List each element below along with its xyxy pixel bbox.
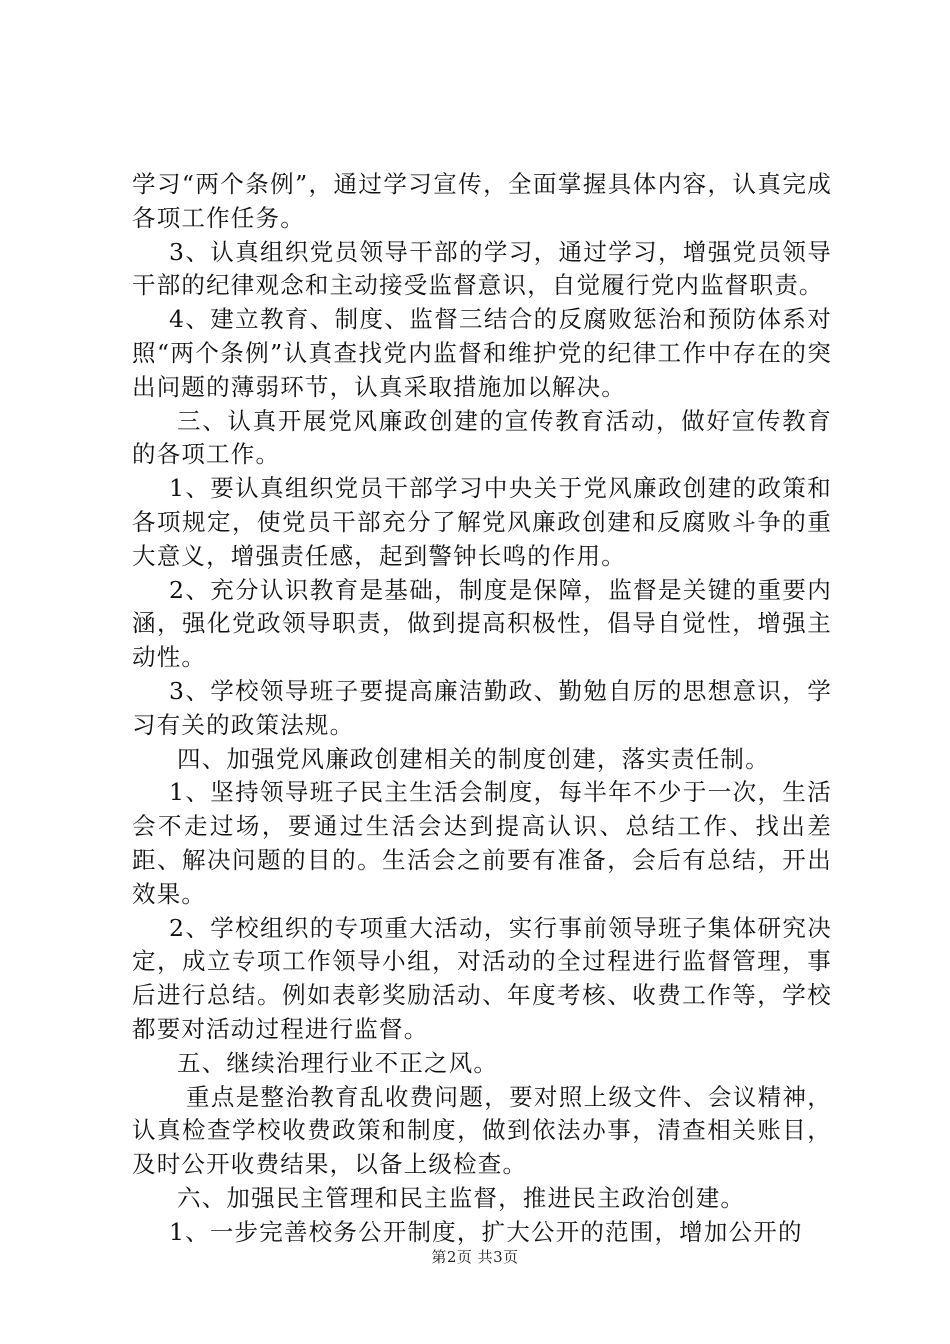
section-heading-5: 五、继续治理行业不正之风。 <box>177 1048 499 1077</box>
paragraph-item-4: 4、建立教育、制度、监督三结合的反腐败惩治和预防体系对照“两个条例”认真查找党内监督和维护党的纪律工作中存在的突出问题的薄弱环节，认真采取措施加以解决。 <box>132 305 832 401</box>
paragraph-focus: 重点是整治教育乱收费问题，要对照上级文件、会议精神，认真检查学校收费政策和制度，做到依法办事，清查相关账目，及时公开收费结果，以备上级检查。 <box>132 1082 832 1179</box>
paragraph-item-3b: 3、学校领导班子要提高廉洁勤政、勤勉自厉的思想意识，学习有关的政策法规。 <box>132 676 832 739</box>
paragraph-item-1c: 1、一步完善校务公开制度，扩大公开的范围，增加公开的 <box>169 1217 803 1246</box>
paragraph-item-2: 2、充分认识教育是基础，制度是保障，监督是关键的重要内涵，强化党政领导职责，做到提高积极性，倡导自觉性，增强主动性。 <box>132 575 832 672</box>
paragraph-continuation: 学习“两个条例”，通过学习宣传，全面掌握具体内容，认真完成各项工作任务。 <box>132 170 832 232</box>
paragraph-item-1: 1、要认真组织党员干部学习中央关于党风廉政创建的政策和各项规定，使党员干部充分了解党风廉政创建和反腐败斗争的重大意义，增强责任感，起到警钟长鸣的作用。 <box>132 474 832 570</box>
page-number-footer: 第2页 共3页 <box>431 1248 519 1266</box>
section-heading-3: 三、认真开展党风廉政创建的宣传教育活动，做好宣传教育的各项工作。 <box>132 406 832 469</box>
paragraph-item-2b: 2、学校组织的专项重大活动，实行事前领导班子集体研究决定，成立专项工作领导小组，对活动的全过程进行监督管理，事后进行总结。例如表彰奖励活动、年度考核、收费工作等，学校都要对活动过程进行监督。 <box>132 913 832 1043</box>
document-body <box>132 168 832 1250</box>
section-heading-4: 四、加强党风廉政创建相关的制度创建，落实责任制。 <box>177 744 770 773</box>
section-heading-6: 六、加强民主管理和民主监督，推进民主政治创建。 <box>177 1183 746 1212</box>
paragraph-item-3: 3、认真组织党员领导干部的学习，通过学习，增强党员领导干部的纪律观念和主动接受监督意识，自觉履行党内监督职责。 <box>132 237 832 300</box>
paragraph-item-1b: 1、坚持领导班子民主生活会制度，每半年不少于一次，生活会不走过场，要通过生活会达到提高认识、总结工作、找出差距、解决问题的目的。生活会之前要有准备，会后有总结，开出效果。 <box>132 778 832 908</box>
